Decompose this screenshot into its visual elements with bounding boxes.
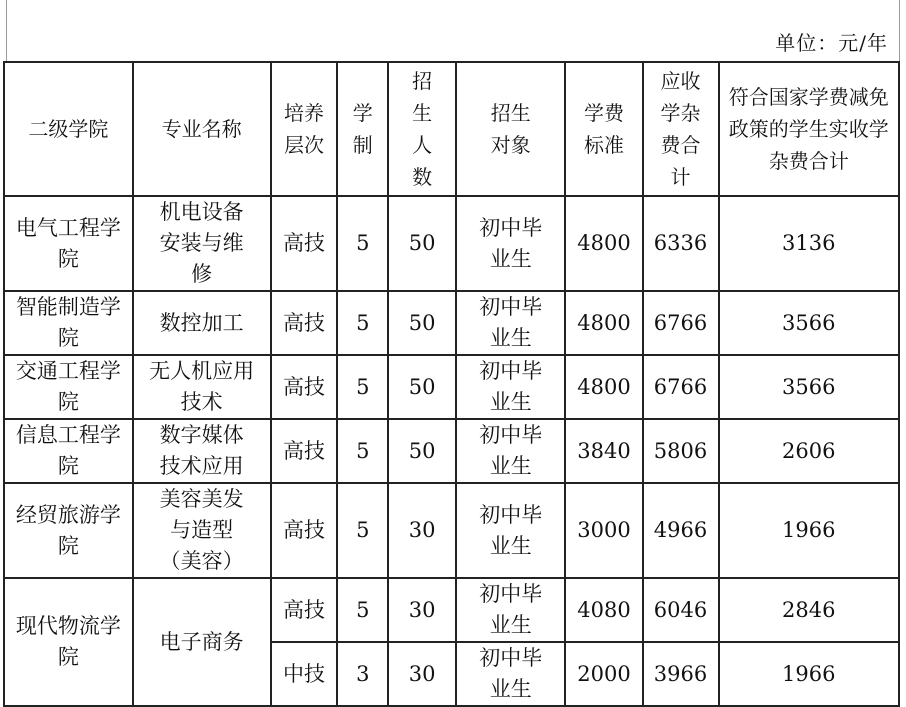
tuition-cell: 4800 <box>565 291 642 355</box>
tuition-cell: 3840 <box>565 419 642 483</box>
major-cell: 无人机应用技术 <box>149 359 255 414</box>
level-cell: 高技 <box>271 578 338 642</box>
major-cell: 机电设备安装与维修 <box>159 200 244 286</box>
net-fees-cell: 1966 <box>719 483 899 578</box>
years-cell: 5 <box>337 578 388 642</box>
header-net-fees: 符合国家学费减免政策的学生实收学杂费合计 <box>728 85 889 173</box>
enrollment-cell: 30 <box>388 578 456 642</box>
level-cell: 高技 <box>271 419 338 483</box>
college-cell: 交通工程学院 <box>15 359 121 414</box>
college-cell: 电气工程学院 <box>15 215 121 271</box>
tuition-cell: 2000 <box>565 642 642 706</box>
net-fees-cell: 3136 <box>719 196 899 291</box>
years-cell: 5 <box>337 483 388 578</box>
years-cell: 5 <box>337 355 388 419</box>
header-college: 二级学院 <box>4 62 133 196</box>
enrollment-cell: 50 <box>388 291 456 355</box>
table-row <box>4 196 899 291</box>
total-fees-cell: 6046 <box>643 578 719 642</box>
target-cell: 初中毕业生 <box>479 215 543 271</box>
header-level: 培养层次 <box>284 101 324 157</box>
net-fees-cell: 3566 <box>719 355 899 419</box>
total-fees-cell: 5806 <box>643 419 719 483</box>
top-frame <box>6 0 900 62</box>
table-row <box>4 355 899 419</box>
net-fees-cell: 2606 <box>719 419 899 483</box>
header-enrollment: 招生人数 <box>412 69 433 189</box>
header-major: 专业名称 <box>133 62 271 196</box>
years-cell: 5 <box>337 291 388 355</box>
target-cell: 初中毕业生 <box>479 295 543 350</box>
header-years: 学制 <box>352 101 373 157</box>
enrollment-cell: 50 <box>388 419 456 483</box>
net-fees-cell: 3566 <box>719 291 899 355</box>
tuition-cell: 3000 <box>565 483 642 578</box>
header-total-fees: 应收学杂费合计 <box>660 69 701 189</box>
fee-table <box>3 61 900 707</box>
header-target: 招生对象 <box>490 101 531 157</box>
header-row <box>4 62 899 196</box>
level-cell: 高技 <box>271 196 338 291</box>
enrollment-cell: 30 <box>388 483 456 578</box>
table-row <box>4 483 899 578</box>
target-cell: 初中毕业生 <box>479 646 543 701</box>
table-row <box>4 291 899 355</box>
table-row <box>4 578 899 642</box>
years-cell: 3 <box>337 642 388 706</box>
college-cell: 现代物流学院 <box>15 614 121 669</box>
total-fees-cell: 4966 <box>643 483 719 578</box>
target-cell: 初中毕业生 <box>479 423 543 478</box>
major-cell: 美容美发与造型（美容） <box>159 487 244 573</box>
total-fees-cell: 6766 <box>643 291 719 355</box>
level-cell: 高技 <box>271 355 338 419</box>
net-fees-cell: 2846 <box>719 578 899 642</box>
college-cell: 智能制造学院 <box>15 295 121 350</box>
target-cell: 初中毕业生 <box>479 359 543 414</box>
enrollment-cell: 50 <box>388 196 456 291</box>
total-fees-cell: 3966 <box>643 642 719 706</box>
tuition-cell: 4800 <box>565 355 642 419</box>
major-cell: 电子商务 <box>133 578 271 706</box>
tuition-cell: 4800 <box>565 196 642 291</box>
major-cell: 数字媒体技术应用 <box>159 423 244 478</box>
college-cell: 信息工程学院 <box>15 423 121 478</box>
years-cell: 5 <box>337 196 388 291</box>
major-cell: 数控加工 <box>133 291 271 355</box>
net-fees-cell: 1966 <box>719 642 899 706</box>
target-cell: 初中毕业生 <box>479 582 543 637</box>
tuition-cell: 4080 <box>565 578 642 642</box>
total-fees-cell: 6766 <box>643 355 719 419</box>
total-fees-cell: 6336 <box>643 196 719 291</box>
unit-label: 单位：元/年 <box>775 31 888 55</box>
level-cell: 中技 <box>271 642 338 706</box>
header-tuition: 学费标准 <box>584 101 624 157</box>
level-cell: 高技 <box>271 483 338 578</box>
table-row <box>4 419 899 483</box>
level-cell: 高技 <box>271 291 338 355</box>
college-cell: 经贸旅游学院 <box>15 502 121 558</box>
enrollment-cell: 30 <box>388 642 456 706</box>
enrollment-cell: 50 <box>388 355 456 419</box>
years-cell: 5 <box>337 419 388 483</box>
target-cell: 初中毕业生 <box>479 502 543 558</box>
